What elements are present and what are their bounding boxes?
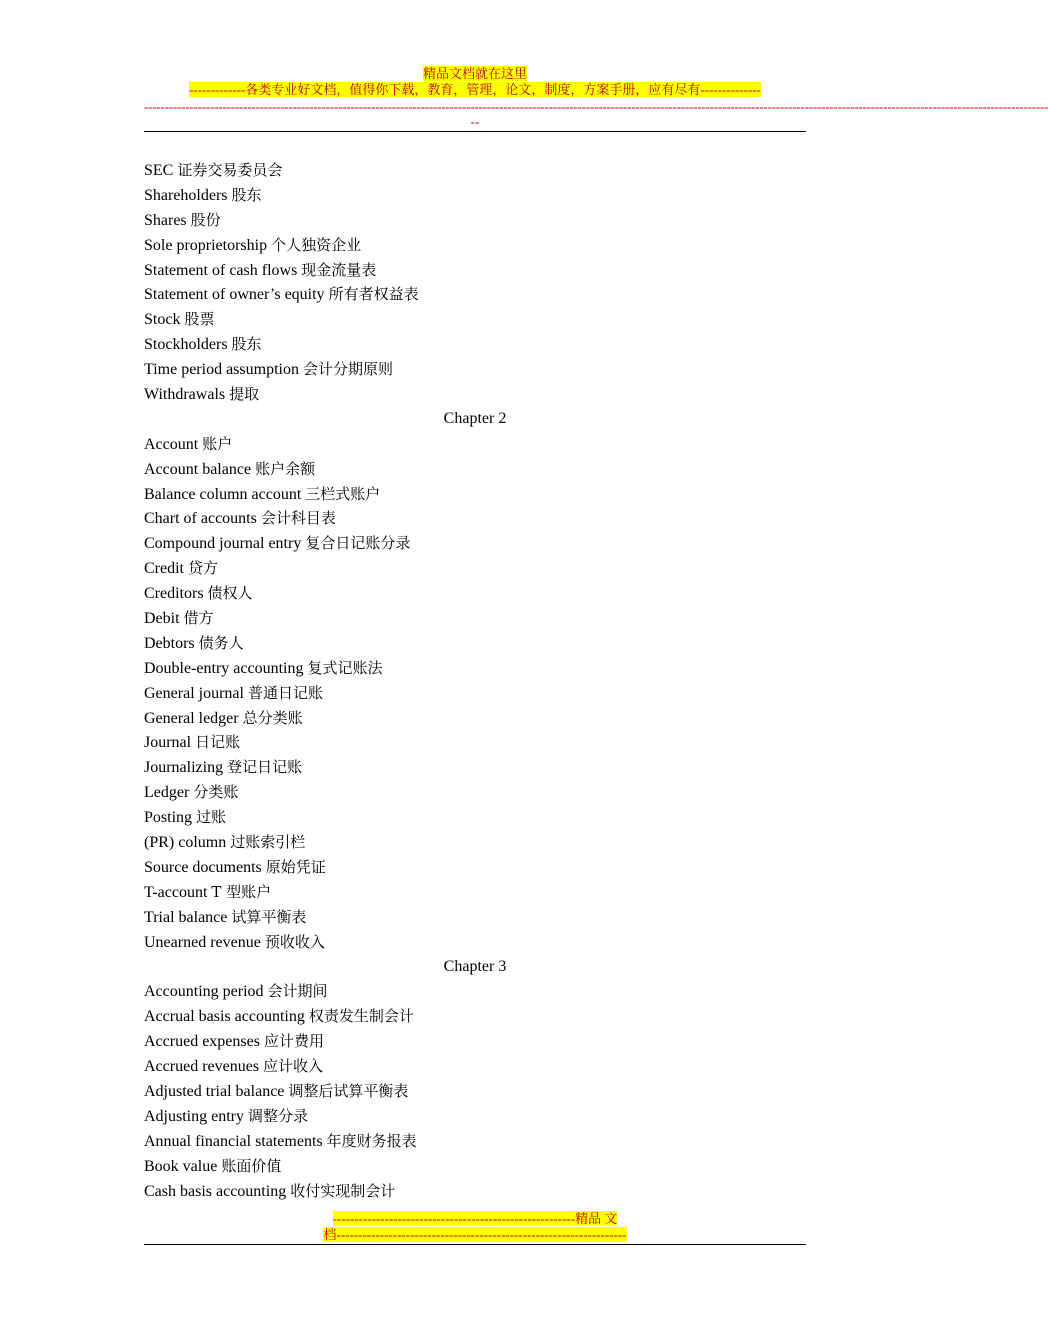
term-chinese: 股份 bbox=[190, 210, 221, 229]
glossary-entry bbox=[144, 332, 806, 357]
term-english: Accrued expenses bbox=[144, 1033, 260, 1051]
term-english: Unearned revenue bbox=[144, 933, 261, 951]
glossary-entry bbox=[144, 930, 806, 955]
glossary-entry bbox=[144, 830, 806, 855]
term-chinese: 复合日记账分录 bbox=[305, 534, 411, 553]
term-english: Stock bbox=[144, 311, 181, 329]
term-english: Compound journal entry bbox=[144, 535, 302, 553]
term-chinese: 原始凭证 bbox=[265, 857, 326, 876]
term-english: Adjusted trial balance bbox=[144, 1082, 285, 1100]
glossary-entry bbox=[144, 357, 806, 382]
term-english: Book value bbox=[144, 1157, 218, 1175]
term-chinese: 过账索引栏 bbox=[230, 833, 306, 852]
glossary-entry bbox=[144, 382, 806, 407]
glossary-entry bbox=[144, 780, 806, 805]
glossary-entry bbox=[144, 1054, 806, 1079]
term-english: Chart of accounts bbox=[144, 510, 257, 528]
glossary-entry bbox=[144, 606, 806, 631]
glossary-entry bbox=[144, 730, 806, 755]
term-english: Posting bbox=[144, 809, 193, 827]
term-english: Statement of cash flows bbox=[144, 261, 298, 279]
glossary-entry bbox=[144, 905, 806, 930]
term-chinese: 复式记账法 bbox=[307, 658, 383, 677]
header-dash-line: --------------------------------------------------------------------------------------------------------------------------------------------------------------------------------------------------------------------------- bbox=[144, 99, 1048, 114]
term-english: Accrued revenues bbox=[144, 1058, 260, 1076]
term-chinese: 股东 bbox=[231, 185, 262, 204]
term-english: SEC bbox=[144, 162, 174, 179]
chapter-heading bbox=[144, 955, 806, 980]
term-english: Journal bbox=[144, 734, 192, 752]
glossary-entry bbox=[144, 183, 806, 208]
header-subtitle: -------------各类专业好文档，值得你下载，教育，管理，论文，制度，方案手册，应有尽有-------------- bbox=[189, 82, 761, 97]
glossary-entry bbox=[144, 457, 806, 482]
term-chinese: 账面价值 bbox=[221, 1156, 282, 1175]
glossary-entry bbox=[144, 979, 806, 1004]
header-rule bbox=[144, 131, 806, 132]
term-english: General journal bbox=[144, 684, 244, 702]
term-english: T-account bbox=[144, 883, 212, 901]
term-english: Time period assumption bbox=[144, 361, 299, 379]
glossary-entry bbox=[144, 855, 806, 880]
term-chinese: 会计分期原则 bbox=[302, 360, 393, 379]
term-english: (PR) column bbox=[144, 834, 227, 852]
glossary-list bbox=[144, 158, 806, 1203]
footer-line-2: 档------------------------------------------------------------------- bbox=[323, 1227, 627, 1242]
term-english: Trial balance bbox=[144, 908, 228, 926]
glossary-entry bbox=[144, 1129, 806, 1154]
term-chinese: 应计收入 bbox=[263, 1057, 324, 1076]
term-chinese: T 型账户 bbox=[211, 882, 272, 901]
glossary-entry bbox=[144, 1179, 806, 1204]
term-english: Sole proprietorship bbox=[144, 236, 268, 254]
term-chinese: 债务人 bbox=[198, 633, 244, 652]
term-english: Accounting period bbox=[144, 983, 264, 1001]
glossary-entry bbox=[144, 208, 806, 233]
term-chinese: 试算平衡表 bbox=[231, 907, 307, 926]
glossary-entry bbox=[144, 258, 806, 283]
term-chinese: 三栏式账户 bbox=[305, 484, 381, 503]
glossary-entry bbox=[144, 581, 806, 606]
term-english: Adjusting entry bbox=[144, 1107, 244, 1125]
glossary-entry bbox=[144, 506, 806, 531]
glossary-entry bbox=[144, 1079, 806, 1104]
glossary-entry bbox=[144, 1104, 806, 1129]
term-chinese: 会计期间 bbox=[267, 982, 328, 1001]
term-english: Shareholders bbox=[144, 186, 228, 204]
glossary-entry bbox=[144, 706, 806, 731]
glossary-entry bbox=[144, 282, 806, 307]
term-english: Account bbox=[144, 435, 199, 453]
term-english: Shares bbox=[144, 211, 187, 229]
glossary-entry bbox=[144, 432, 806, 457]
term-english: Debit bbox=[144, 610, 180, 628]
term-chinese: 年度财务报表 bbox=[326, 1131, 417, 1150]
term-chinese: 会计科目表 bbox=[260, 509, 336, 528]
term-chinese: 权责发生制会计 bbox=[308, 1007, 414, 1026]
term-chinese: 分类账 bbox=[193, 783, 239, 802]
term-english: Double-entry accounting bbox=[144, 659, 304, 677]
term-chinese: 日记账 bbox=[195, 733, 241, 752]
term-chinese: 收付实现制会计 bbox=[290, 1181, 396, 1200]
glossary-entry bbox=[144, 681, 806, 706]
glossary-entry bbox=[144, 1029, 806, 1054]
term-english: Accrual basis accounting bbox=[144, 1008, 305, 1026]
glossary-entry bbox=[144, 805, 806, 830]
chapter-heading bbox=[144, 407, 806, 432]
glossary-entry bbox=[144, 656, 806, 681]
term-chinese: 提取 bbox=[229, 385, 260, 404]
term-chinese: 借方 bbox=[183, 609, 214, 628]
term-english: Cash basis accounting bbox=[144, 1182, 287, 1200]
chapter-title: Chapter 2 bbox=[443, 409, 507, 427]
term-chinese: 证券交易委员会 bbox=[177, 161, 283, 179]
term-chinese: 所有者权益表 bbox=[328, 285, 419, 304]
term-chinese: 调整分录 bbox=[248, 1106, 309, 1125]
footer-rule bbox=[144, 1244, 806, 1245]
term-english: Credit bbox=[144, 560, 184, 578]
glossary-entry bbox=[144, 631, 806, 656]
term-english: Debtors bbox=[144, 634, 195, 652]
header-title: 精品文档就在这里 bbox=[422, 66, 527, 81]
term-chinese: 调整后试算平衡表 bbox=[288, 1081, 409, 1100]
term-chinese: 账户 bbox=[202, 434, 233, 453]
term-chinese: 贷方 bbox=[188, 559, 219, 578]
term-chinese: 应计费用 bbox=[263, 1032, 324, 1051]
term-english: Stockholders bbox=[144, 336, 228, 354]
footer-line-1: --------------------------------------------------------精品 文 bbox=[332, 1211, 618, 1226]
term-chinese: 预收收入 bbox=[264, 932, 325, 951]
term-english: Statement of owner’s equity bbox=[144, 286, 325, 304]
term-english: Annual financial statements bbox=[144, 1132, 323, 1150]
term-english: Balance column account bbox=[144, 485, 302, 503]
glossary-entry bbox=[144, 482, 806, 507]
header-dash-tail: -- bbox=[470, 114, 480, 129]
term-chinese: 现金流量表 bbox=[301, 260, 377, 279]
term-chinese: 登记日记账 bbox=[227, 758, 303, 777]
glossary-entry bbox=[144, 755, 806, 780]
term-chinese: 债权人 bbox=[207, 584, 253, 603]
glossary-entry bbox=[144, 233, 806, 258]
term-chinese: 总分类账 bbox=[242, 708, 303, 727]
term-chinese: 普通日记账 bbox=[247, 683, 323, 702]
term-english: Ledger bbox=[144, 784, 190, 802]
term-english: Journalizing bbox=[144, 759, 224, 777]
term-english: Source documents bbox=[144, 858, 262, 876]
term-chinese: 账户余额 bbox=[255, 459, 316, 478]
term-chinese: 过账 bbox=[196, 808, 227, 827]
glossary-entry bbox=[144, 880, 806, 905]
glossary-entry bbox=[144, 1154, 806, 1179]
term-english: General ledger bbox=[144, 709, 239, 727]
glossary-entry bbox=[144, 307, 806, 332]
term-english: Withdrawals bbox=[144, 386, 226, 404]
chapter-title: Chapter 3 bbox=[443, 957, 507, 975]
term-chinese: 个人独资企业 bbox=[271, 235, 362, 254]
glossary-entry bbox=[144, 556, 806, 581]
term-chinese: 股票 bbox=[184, 310, 215, 329]
term-english: Account balance bbox=[144, 460, 252, 478]
glossary-entry bbox=[144, 158, 806, 183]
glossary-entry bbox=[144, 1004, 806, 1029]
term-chinese: 股东 bbox=[231, 335, 262, 354]
glossary-entry bbox=[144, 531, 806, 556]
term-english: Creditors bbox=[144, 585, 204, 603]
